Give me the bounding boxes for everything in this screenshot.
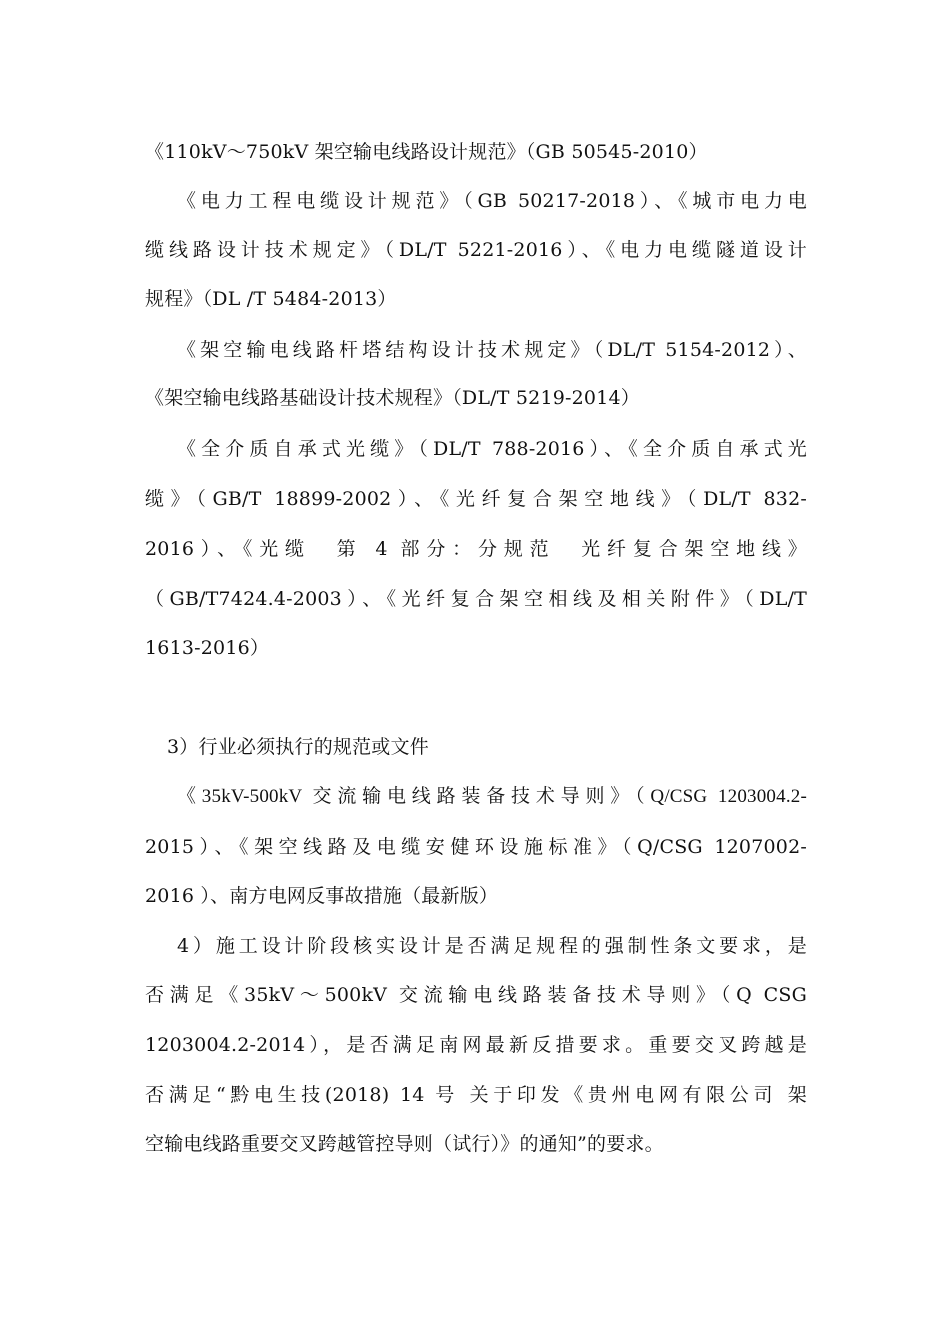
standard-line: 规程》（DL /T 5484-2013） [145, 288, 397, 310]
standard-line: 2016）、《光缆 第 4 部分：分规范 光纤复合架空地线》 [145, 538, 807, 560]
standard-line: 缆》（GB/T 18899-2002）、《光纤复合架空地线》（DL/T 832- [145, 488, 807, 510]
standard-line: 《架空输电线路杆塔结构设计技术规定》（DL/T 5154-2012）、 [177, 339, 807, 361]
body-line: 1203004.2-2014），是否满足南网最新反措要求。重要交叉跨越是 [145, 1034, 807, 1056]
standard-line: 《电力工程电缆设计规范》（GB 50217-2018）、《城市电力电 [177, 190, 807, 212]
standard-line: 2015）、《架空线路及电缆安健环设施标准》（Q/CSG 1207002- [145, 836, 807, 858]
body-line: 4）施工设计阶段核实设计是否满足规程的强制性条文要求，是 [177, 935, 807, 957]
standard-line: 《架空输电线路基础设计技术规程》（DL/T 5219-2014） [145, 387, 640, 409]
body-line: 否满足《35kV～500kV 交流输电线路装备技术导则》（Q CSG [145, 984, 807, 1006]
standard-line: 《35kV-500kV 交流输电线路装备技术导则》（Q/CSG 1203004.2- [177, 786, 807, 807]
standard-line: 缆线路设计技术规定》（DL/T 5221-2016）、《电力电缆隧道设计 [145, 239, 807, 261]
standard-line: 《110kV～750kV 架空输电线路设计规范》（GB 50545-2010） [145, 141, 708, 163]
standard-line: 《全介质自承式光缆》（DL/T 788-2016）、《全介质自承式光 [177, 438, 807, 460]
standard-line: 2016 ）、南方电网反事故措施（最新版） [145, 885, 499, 907]
body-line: 空输电线路重要交叉跨越管控导则（试行）》的通知”的要求。 [145, 1133, 664, 1155]
standard-line: 1613-2016） [145, 637, 270, 659]
standard-line: （GB/T7424.4-2003）、《光纤复合架空相线及相关附件》（DL/T [145, 588, 807, 610]
body-line: 否满足“黔电生技(2018) 14 号 关于印发《贵州电网有限公司 架 [145, 1084, 807, 1106]
section-heading: 3）行业必须执行的规范或文件 [167, 736, 429, 758]
